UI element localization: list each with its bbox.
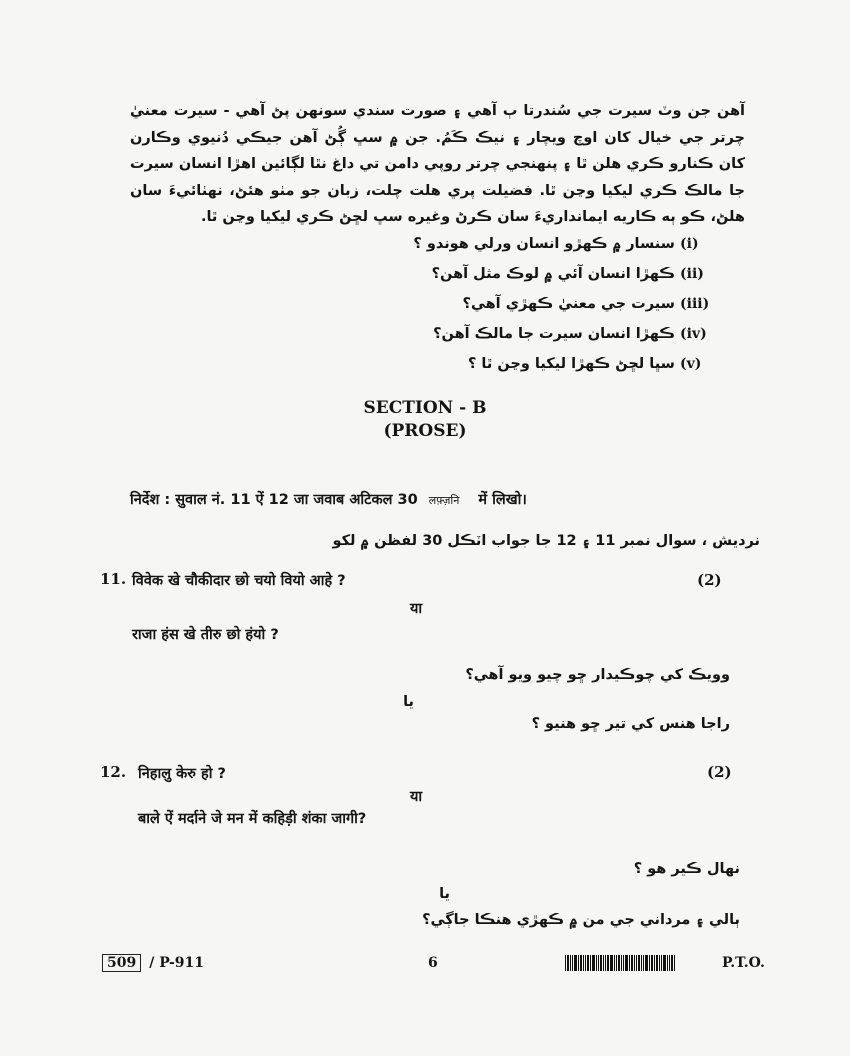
question-i bbox=[120, 236, 720, 252]
q12-or-hindi: या bbox=[410, 789, 423, 805]
q11-or-sindhi: يا bbox=[403, 694, 414, 710]
question-number: (iii) bbox=[680, 296, 710, 312]
q11-marks: (2) bbox=[697, 571, 722, 589]
question-number: (i) bbox=[680, 236, 699, 252]
paper-number: / P-911 bbox=[149, 955, 205, 971]
instruction-hindi bbox=[130, 489, 750, 509]
question-text: ڪهڙا انسان سيرت جا مالڪ آهن؟ bbox=[433, 326, 675, 342]
q11-sindhi-a: وويڪ کي چوڪيدار ڇو چيو ويو آهي؟ bbox=[465, 667, 730, 683]
section-title: SECTION - B bbox=[363, 398, 487, 418]
question-text: سنسار ۾ ڪهڙو انسان ورلي هوندو ؟ bbox=[413, 236, 675, 252]
q12-hindi-a: निहालु केरु हो ? bbox=[138, 766, 226, 782]
section-subtitle: (PROSE) bbox=[383, 421, 467, 441]
instruction-hindi-handwritten: लफ़्ज़नि bbox=[428, 494, 460, 507]
q11-sindhi-b: راجا هنس کي تير ڇو هنيو ؟ bbox=[531, 716, 730, 732]
barcode bbox=[565, 955, 676, 971]
question-number: (iv) bbox=[680, 326, 707, 342]
question-ii bbox=[120, 266, 720, 282]
question-text: سيرت جي معنيٰ ڪهڙي آهي؟ bbox=[462, 296, 675, 312]
pto-label: P.T.O. bbox=[722, 955, 765, 971]
q11-number: 11. bbox=[100, 570, 127, 588]
passage-paragraph: آهن جن وٽ سيرت جي سُندرتا ٻ آهي ۽ صورت سندي سونهن پڻ آهي - سيرت معنيٰ چرتر جي خيال کان اوچ ويچار ۽ نيڪ ڪَمُ. جن ۾ سڀ ڳُڻ آهن جيڪي دُنيوي وڪارن کان ڪنارو ڪري هلن ٿا ۽ پنهنجي چرتر روپي دامن تي داغ نٿا لڳائين اهڙا انسان سيرت جا مالڪ ڪري ليکيا وڃن ٿا. فضيلت پري هلت چلت، زبان جو مٺو هئڻ، نهٺائيءَ سان هلڻ، ڪو ٻه ڪاريه ايمانداريءَ سان ڪرڻ وغيره سڀ لڇڻ ڪري ليکيا وڃن ٿا. bbox=[130, 103, 745, 225]
instruction-sindhi: نرديش ، سوال نمبر 11 ۽ 12 جا جواب اٽڪل 30 لفظن ۾ لکو bbox=[332, 533, 760, 549]
paper-code-box: 509 bbox=[102, 954, 141, 972]
q11-or-hindi: या bbox=[410, 601, 423, 617]
question-text: سڀا لڇڻ ڪهڙا ليکيا وڃن ٿا ؟ bbox=[467, 356, 675, 372]
question-iii bbox=[120, 296, 720, 312]
question-iv bbox=[120, 326, 720, 342]
q12-or-sindhi: يا bbox=[439, 886, 450, 902]
q12-marks: (2) bbox=[707, 763, 732, 781]
question-text: ڪهڙا انسان آئي ۾ لوڪ مثل آهن؟ bbox=[431, 266, 675, 282]
instruction-hindi-main: निर्देश : सुवाल नं. 11 ऐं 12 जा जवाब अटिकल 30 bbox=[130, 492, 418, 508]
page-number: 6 bbox=[428, 955, 438, 971]
question-v bbox=[120, 356, 720, 372]
q11-hindi-a: विवेक खे चौकीदार छो चयो वियो आहे ? bbox=[132, 573, 346, 589]
question-number: (v) bbox=[680, 356, 702, 372]
q12-sindhi-b: ٻالي ۽ مرداني جي من ۾ ڪهڙي هنڪا جاڳي؟ bbox=[422, 912, 740, 928]
q12-sindhi-a: نهال ڪير هو ؟ bbox=[633, 861, 740, 877]
q12-hindi-b: बाले ऐं मर्दाने जे मन में कहिड़ी शंका जागी? bbox=[138, 811, 367, 827]
q12-number: 12. bbox=[100, 763, 127, 781]
footer-left bbox=[102, 954, 204, 972]
question-number: (ii) bbox=[680, 266, 704, 282]
q11-hindi-b: राजा हंस खे तीरु छो हंयो ? bbox=[132, 627, 279, 643]
instruction-hindi-end: में लिखो। bbox=[478, 492, 527, 508]
